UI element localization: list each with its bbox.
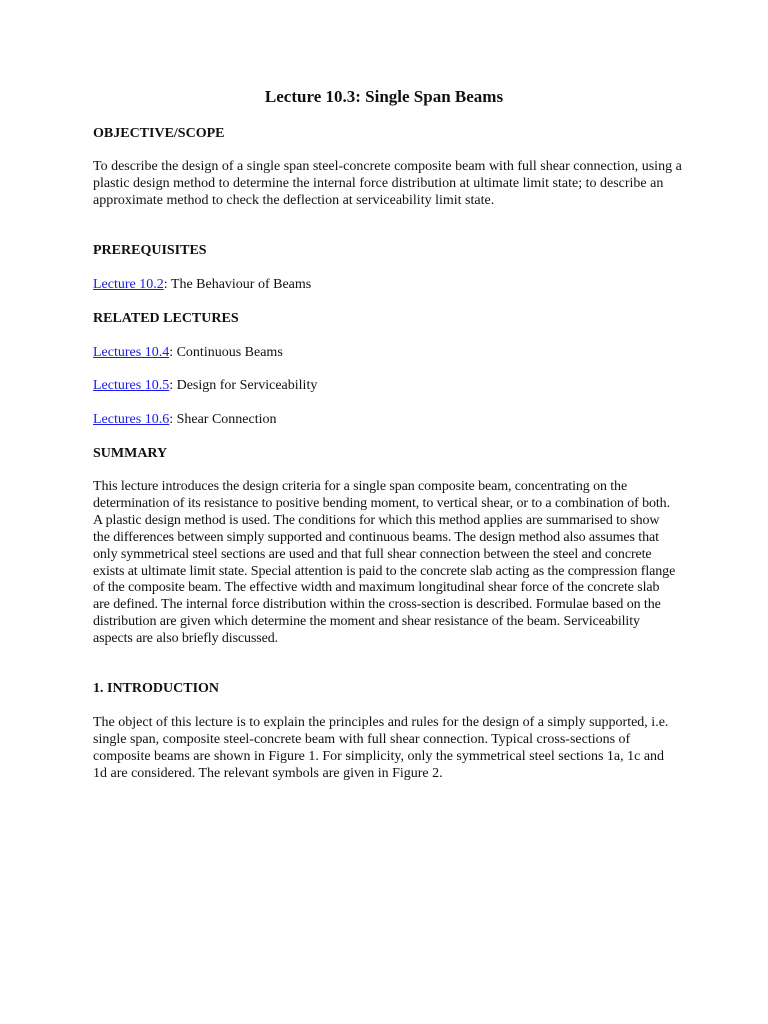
summary-paragraph: This lecture introduces the design criteria for a single span composite beam, concentrating on the determination of its resistance to positive bending moment, to vertical shear, or to a combination of both. A plastic design method is used. The conditions for which this method applies are summarised to show the differences between simply supported and continuous beams. The design method also assumes that only symmetrical steel sections are used and that full shear connection between the steel and concrete exists at ultimate limit state. Special attention is paid to the concrete slab acting as the compression flange of the composite beam. The effective width and maximum longitudinal shear force of the concrete slab are defined. The internal force distribution within the cross-section is described. Formulae based on the distribution are given which determine the moment and shear resistance of the beam. Serviceability aspects are also briefly discussed.	[93, 479, 676, 647]
related-lecture-item-text: : Shear Connection	[169, 412, 277, 427]
prerequisite-item-text: : The Behaviour of Beams	[163, 277, 312, 292]
lecture-10-5-link[interactable]: Lectures 10.5	[93, 378, 170, 393]
lecture-10-2-link[interactable]: Lecture 10.2	[93, 277, 164, 292]
introduction-paragraph: The object of this lecture is to explain the principles and rules for the design of a simply supported, i.e. single span, composite steel-concrete beam with full shear connection. Typical cross-sections of composite beams are shown in Figure 1. For simplicity, only the symmetrical steel sections 1a, 1c and 1d are considered. The relevant symbols are given in Figure 2.	[93, 715, 669, 781]
related-lecture-item	[93, 411, 277, 429]
prerequisite-item	[93, 276, 311, 294]
related-lecture-item	[93, 377, 317, 395]
page-title: Lecture 10.3: Single Span Beams	[264, 87, 504, 106]
related-lecture-item-text: : Design for Serviceability	[169, 378, 318, 393]
objective-paragraph: To describe the design of a single span steel-concrete composite beam with full shear connection, using a plastic design method to determine the internal force distribution at ultimate limit state; to describe an approximate method to check the deflection at serviceability limit state.	[93, 159, 682, 208]
lecture-10-6-link[interactable]: Lectures 10.6	[93, 412, 170, 427]
introduction-heading: 1. INTRODUCTION	[93, 681, 220, 696]
objective-heading: OBJECTIVE/SCOPE	[93, 126, 225, 141]
related-lectures-heading: RELATED LECTURES	[93, 311, 239, 326]
related-lecture-item-text: : Continuous Beams	[169, 345, 283, 360]
prerequisites-heading: PREREQUISITES	[93, 243, 207, 258]
related-lecture-item	[93, 344, 283, 362]
lecture-10-4-link[interactable]: Lectures 10.4	[93, 345, 170, 360]
summary-heading: SUMMARY	[93, 446, 168, 461]
